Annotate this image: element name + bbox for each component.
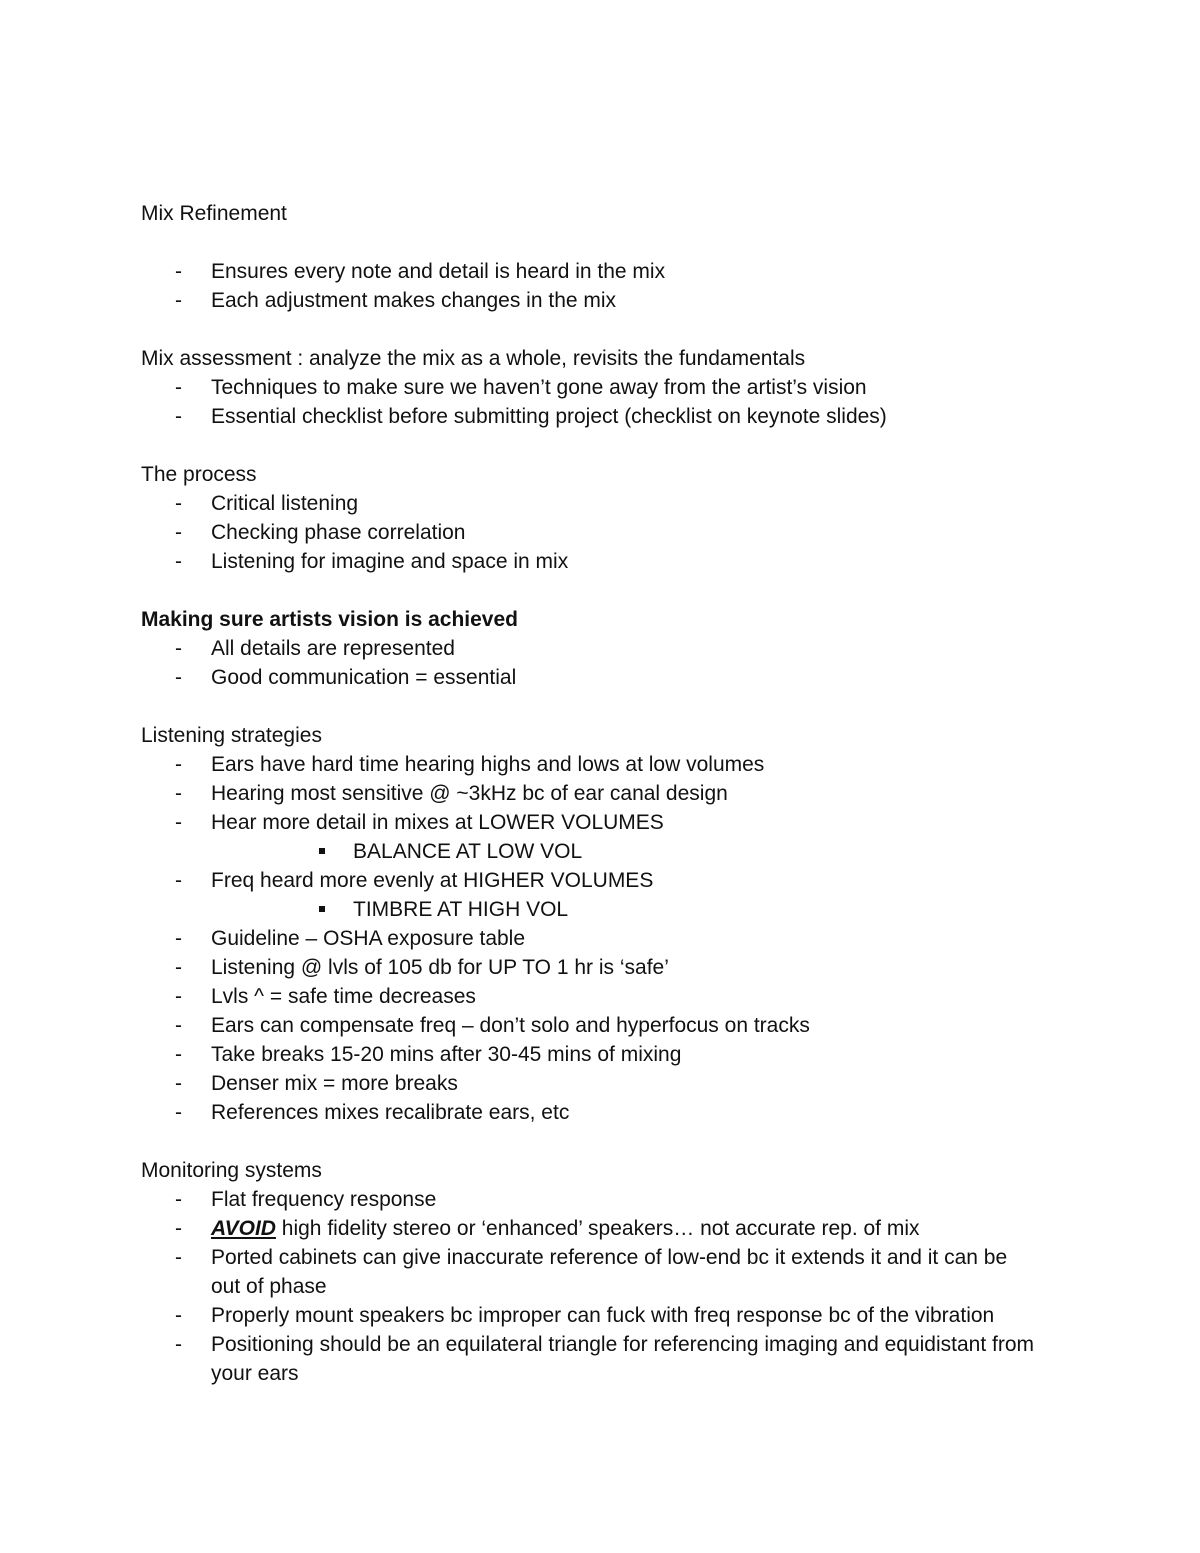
list-item [141, 402, 1041, 431]
artist-vision-list [141, 634, 1041, 692]
listening-strategies-list [141, 750, 1041, 1127]
list-item [141, 866, 1041, 895]
mix-assessment-list [141, 373, 1041, 431]
list-item-text: Take breaks 15-20 mins after 30-45 mins of mixing [211, 1043, 682, 1066]
list-item [141, 663, 1041, 692]
spacer [141, 576, 1041, 605]
list-item-text: Hearing most sensitive @ ~3kHz bc of ear canal design [211, 782, 728, 805]
spacer [141, 315, 1041, 344]
dash-bullet: - [175, 927, 182, 950]
dash-bullet: - [175, 1304, 182, 1327]
sub-list-item-text: TIMBRE AT HIGH VOL [353, 898, 569, 921]
section-heading-process: The process [141, 463, 257, 486]
section-heading-listening-strategies: Listening strategies [141, 724, 322, 747]
dash-bullet: - [175, 753, 182, 776]
dash-bullet: - [175, 956, 182, 979]
section-heading-mix-assessment: Mix assessment : analyze the mix as a whole, revisits the fundamentals [141, 347, 806, 370]
dash-bullet: - [175, 811, 182, 834]
notes-content [141, 199, 1041, 1388]
spacer [141, 1127, 1041, 1156]
list-item [141, 547, 1041, 576]
dash-bullet: - [175, 1014, 182, 1037]
process-list [141, 489, 1041, 576]
dash-bullet: - [175, 666, 182, 689]
list-item-text: Freq heard more evenly at HIGHER VOLUMES [211, 869, 654, 892]
section-heading-mix-refinement: Mix Refinement [141, 202, 287, 225]
dash-bullet: - [175, 1188, 182, 1211]
mix-refinement-list [141, 257, 1041, 315]
dash-bullet: - [175, 1043, 182, 1066]
list-item-text: Each adjustment makes changes in the mix [211, 289, 617, 312]
list-item-text: Positioning should be an equilateral triangle for referencing imaging and equidistant from your ears [211, 1333, 1035, 1385]
spacer [141, 228, 1041, 257]
sub-list-item [141, 837, 1041, 866]
list-item [141, 750, 1041, 779]
list-item-text: Critical listening [211, 492, 359, 515]
list-item [141, 1069, 1041, 1098]
list-item [141, 1330, 1041, 1388]
list-item [141, 286, 1041, 315]
dash-bullet: - [175, 260, 182, 283]
dash-bullet: - [175, 376, 182, 399]
dash-bullet: - [175, 405, 182, 428]
dash-bullet: - [175, 550, 182, 573]
sub-list-item-text: BALANCE AT LOW VOL [353, 840, 583, 863]
dash-bullet: - [175, 1101, 182, 1124]
list-item-text: Properly mount speakers bc improper can fuck with freq response bc of the vibration [211, 1304, 995, 1327]
list-item [141, 489, 1041, 518]
list-item-text: Ported cabinets can give inaccurate reference of low-end bc it extends it and it can be out of phase [211, 1246, 1008, 1298]
list-item [141, 953, 1041, 982]
list-item-text: Ears can compensate freq – don’t solo and hyperfocus on tracks [211, 1014, 810, 1037]
list-item-text: References mixes recalibrate ears, etc [211, 1101, 570, 1124]
monitoring-systems-list [141, 1185, 1041, 1388]
list-item-text: Ears have hard time hearing highs and lows at low volumes [211, 753, 765, 776]
list-item [141, 373, 1041, 402]
list-item [141, 1098, 1041, 1127]
list-item [141, 1243, 1041, 1301]
list-item-text: high fidelity stereo or ‘enhanced’ speakers… not accurate rep. of mix [275, 1217, 920, 1240]
dash-bullet: - [175, 782, 182, 805]
list-item-text: Denser mix = more breaks [211, 1072, 458, 1095]
dash-bullet: - [175, 1072, 182, 1095]
sub-list-item [141, 895, 1041, 924]
dash-bullet: - [175, 1217, 182, 1240]
list-item-text: Checking phase correlation [211, 521, 466, 544]
list-item-text: Guideline – OSHA exposure table [211, 927, 526, 950]
dash-bullet: - [175, 637, 182, 660]
list-item-text: All details are represented [211, 637, 455, 660]
dash-bullet: - [175, 521, 182, 544]
list-item [141, 1214, 1041, 1243]
list-item [141, 1040, 1041, 1069]
list-item [141, 634, 1041, 663]
list-item [141, 982, 1041, 1011]
list-item-text: Good communication = essential [211, 666, 517, 689]
dash-bullet: - [175, 985, 182, 1008]
list-item [141, 924, 1041, 953]
avoid-emphasis: AVOID [211, 1217, 276, 1240]
spacer [141, 431, 1041, 460]
list-item-text: Listening for imagine and space in mix [211, 550, 569, 573]
list-item-text: Essential checklist before submitting project (checklist on keynote slides) [211, 405, 887, 428]
list-item [141, 808, 1041, 837]
list-item-text: Hear more detail in mixes at LOWER VOLUMES [211, 811, 664, 834]
list-item [141, 1011, 1041, 1040]
list-item-text: Lvls ^ = safe time decreases [211, 985, 476, 1008]
list-item-text: Flat frequency response [211, 1188, 437, 1211]
dash-bullet: - [175, 1246, 182, 1269]
list-item-text: Listening @ lvls of 105 db for UP TO 1 hr is ‘safe’ [211, 956, 669, 979]
list-item [141, 779, 1041, 808]
section-heading-artist-vision: Making sure artists vision is achieved [141, 608, 518, 631]
dash-bullet: - [175, 869, 182, 892]
list-item-text: Ensures every note and detail is heard in the mix [211, 260, 666, 283]
list-item-text: Techniques to make sure we haven’t gone away from the artist’s vision [211, 376, 867, 399]
spacer [141, 692, 1041, 721]
section-heading-monitoring-systems: Monitoring systems [141, 1159, 322, 1182]
dash-bullet: - [175, 1333, 182, 1356]
square-bullet-icon [319, 906, 325, 912]
dash-bullet: - [175, 289, 182, 312]
dash-bullet: - [175, 492, 182, 515]
list-item [141, 257, 1041, 286]
square-bullet-icon [319, 848, 325, 854]
list-item [141, 1301, 1041, 1330]
list-item [141, 1185, 1041, 1214]
list-item [141, 518, 1041, 547]
